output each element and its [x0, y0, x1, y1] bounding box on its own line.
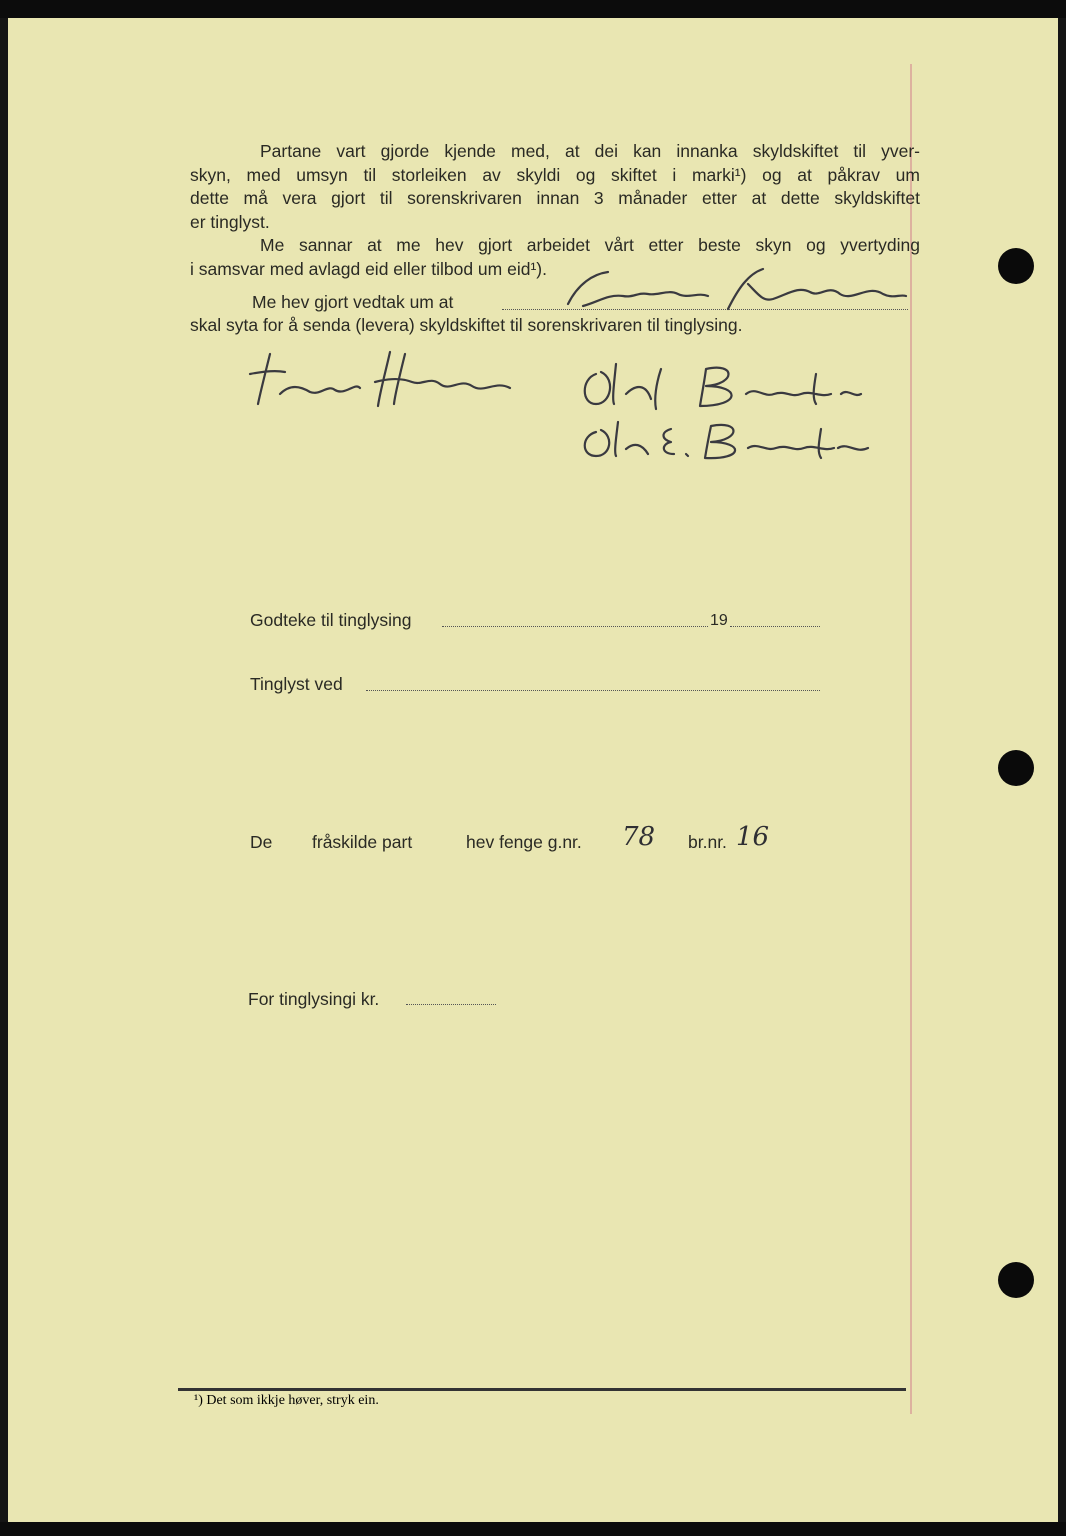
- text-line: Partane vart gjorde kjende med, at dei kan innanka skyldskiftet til yver-: [260, 141, 920, 161]
- godteke-label: Godteke til tinglysing: [250, 610, 412, 630]
- decision-label: Me hev gjort vedtak um at: [252, 292, 454, 312]
- godteke-dotted-line: [442, 626, 708, 627]
- text-line: skal syta for å senda (levera) skyldskiftet til sorenskrivaren til tinglysing.: [190, 315, 743, 335]
- text-line: Me sannar at me hev gjort arbeidet vårt etter beste skyn og yvertyding: [260, 235, 920, 255]
- year-prefix: 19: [710, 612, 728, 629]
- for-tinglysingi-label: For tinglysingi kr.: [248, 989, 380, 1009]
- punch-hole-bottom: [998, 1262, 1034, 1298]
- fee-dotted-line: [406, 1004, 496, 1005]
- text-line: i samsvar med avlagd eid eller tilbod um eid¹).: [190, 258, 547, 279]
- scan-border-top: [0, 0, 1066, 18]
- paragraph-delivery: [190, 314, 920, 338]
- punch-hole-middle: [998, 750, 1034, 786]
- inline-signature: [548, 264, 908, 314]
- de-label: De: [250, 832, 273, 852]
- scan-border-bottom: [0, 1522, 1066, 1536]
- signature-2: [576, 354, 876, 414]
- fraskilde-label: fråskilde part: [312, 832, 413, 852]
- scan-border-right: [1058, 0, 1066, 1536]
- brnr-value: 16: [736, 822, 770, 852]
- document-page: [8, 14, 1058, 1522]
- signature-3: [576, 414, 876, 464]
- footnote: ¹) Det som ikkje høver, stryk ein.: [194, 1393, 379, 1408]
- gnr-value: 78: [622, 822, 656, 852]
- text-line: dette må vera gjort til sorenskrivaren innan 3 månader etter at dette skyldskiftet: [190, 188, 920, 208]
- text-line: er tinglyst.: [190, 211, 270, 232]
- punch-hole-top: [998, 248, 1034, 284]
- brnr-label: br.nr.: [688, 832, 727, 852]
- tinglyst-dotted-line: [366, 690, 820, 691]
- hev-fenge-label: hev fenge g.nr.: [466, 832, 582, 852]
- text-line: skyn, med umsyn til storleiken av skyldi og skiftet i marki¹) og at påkrav um: [190, 164, 920, 185]
- signature-1: [240, 344, 520, 424]
- paragraph-notice: [190, 140, 920, 234]
- year-dotted-line: [730, 626, 820, 627]
- footnote-rule: [178, 1388, 906, 1391]
- tinglyst-label: Tinglyst ved: [250, 674, 343, 694]
